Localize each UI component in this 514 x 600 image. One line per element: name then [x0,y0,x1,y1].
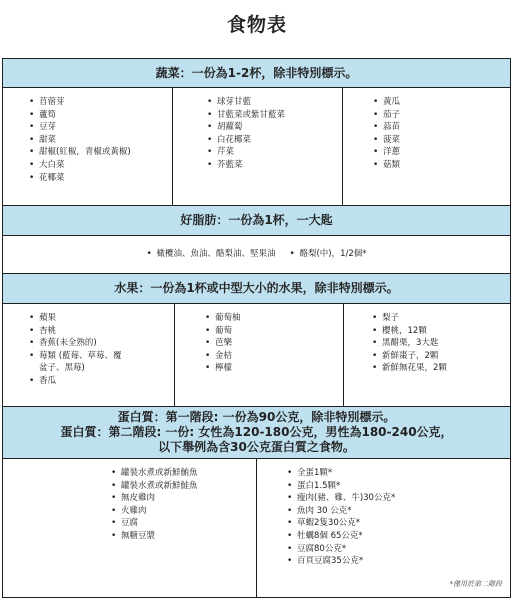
list-item: • 無糖豆漿 [111,530,256,543]
fruits-col-1 [3,304,175,406]
vegetables-header [3,59,510,88]
fats-list [146,248,366,261]
list-item: • 甘藍菜或紫甘藍菜 [207,109,342,122]
list-item: • 球芽甘藍 [207,96,342,109]
list-item: • 蛋白1.5顆* [287,480,510,493]
fats-header-text: 好脂肪：一份為1杯，一大匙 [180,213,333,227]
list-item: • 胡蘿蔔 [207,121,342,134]
list-item: • 甜椒(紅椒，青椒或黃椒) [29,146,172,159]
list-item: • 香蕉(未全熟的) [29,337,174,350]
fruits-header [3,274,510,304]
list-item: • 新鮮無花果，2顆 [372,362,510,375]
page-title: 食物表 [226,14,287,36]
list-item: • 蒜苗 [373,121,510,134]
list-item: • 甜菜 [29,134,172,147]
vegetables-list-3 [373,96,510,172]
list-item: • 杏桃 [29,325,174,338]
vegetables-list-1 [29,96,172,184]
list-item: • 火雞肉 [111,505,256,518]
list-item: • 罐裝水煮或新鮮鮭魚 [111,480,256,493]
list-item: • 無皮雞肉 [111,492,256,505]
list-item: • 蘆筍 [29,109,172,122]
list-item: • 苜蓿芽 [29,96,172,109]
list-item: • 香瓜 [29,375,174,388]
list-item: • 豆腐80公克* [287,543,510,556]
list-item: • 蘋果 [29,312,174,325]
berry-line-2: 盆子、黑莓) [39,363,85,374]
fruits-header-text: 水果：一份為1杯或中型大小的水果，除非特別標示。 [114,281,399,295]
vegetables-body [3,88,510,206]
list-item: • 葡萄柚 [205,312,343,325]
list-item: • 菇類 [373,159,510,172]
list-item: • 梨子 [372,312,510,325]
list-item: • 黃瓜 [373,96,510,109]
list-item: • 花椰菜 [29,172,172,185]
protein-body [3,459,510,597]
list-item: • 全蛋1顆* [287,467,510,480]
list-item: • 檸檬 [205,362,343,375]
list-item: • 新鮮棗子，2顆 [372,350,510,363]
list-item: • 葡萄 [205,325,343,338]
list-item: • 菠菜 [373,134,510,147]
footnote: *僅用於第二階段 [449,580,502,588]
fats-header [3,206,510,236]
protein-col-1 [3,459,257,597]
list-item: • 芥藍菜 [207,159,342,172]
list-item: • 白花椰菜 [207,134,342,147]
protein-list-2 [287,467,510,568]
list-item: • 金桔 [205,350,343,363]
list-item: • 芭樂 [205,337,343,350]
list-item: • 酪梨(中)，1/2個* [289,248,366,261]
list-item: • 洋蔥 [373,146,510,159]
list-item: • 茄子 [373,109,510,122]
vegetables-col-1 [3,88,173,205]
vegetables-col-2 [173,88,343,205]
protein-col-2 [257,459,510,597]
vegetables-list-2 [207,96,342,172]
vegetables-col-3 [343,88,510,205]
list-item: • 瘦肉(豬、雞、牛)30公克* [287,492,510,505]
list-item: • 百頁豆腐35公克* [287,555,510,568]
list-item: • 草蝦2隻30公克* [287,517,510,530]
list-item: • 牡蠣8個 65公克* [287,530,510,543]
fruits-body [3,304,510,407]
fruits-list-1 [29,312,174,388]
fruits-col-2 [175,304,344,406]
protein-header-line-1: 蛋白質：第一階段: 一份為90公克，除非特別標示。 [117,410,396,424]
list-item: • 櫻桃，12顆 [372,325,510,338]
fats-body [3,236,510,274]
protein-list-1 [111,467,256,543]
list-item: • 橄欖油、魚油、酪梨油、堅果油 [146,248,275,261]
list-item: • 芹菜 [207,146,342,159]
fruits-col-3 [344,304,510,406]
food-table [2,58,511,598]
fruits-list-2 [205,312,343,375]
list-item: • 魚肉 30 公克* [287,505,510,518]
list-item: • 豆腐 [111,517,256,530]
protein-header-line-2: 蛋白質：第二階段: 一份: 女性為120-180公克，男性為180-240公克， [60,425,453,439]
list-item: • 罐裝水煮或新鮮鮪魚 [111,467,256,480]
list-item [29,350,174,375]
fruits-list-3 [372,312,510,375]
list-item: • 黑醋栗，3大匙 [372,337,510,350]
vegetables-header-text: 蔬菜：一份為1-2杯，除非特別標示。 [155,65,358,80]
protein-header-line-3: 以下舉例為含30公克蛋白質之食物。 [158,440,355,454]
list-item: • 大白菜 [29,159,172,172]
protein-header [3,407,510,459]
list-item: • 豆芽 [29,121,172,134]
berry-line-1: 莓類 (藍莓、草莓、覆 [39,350,122,361]
